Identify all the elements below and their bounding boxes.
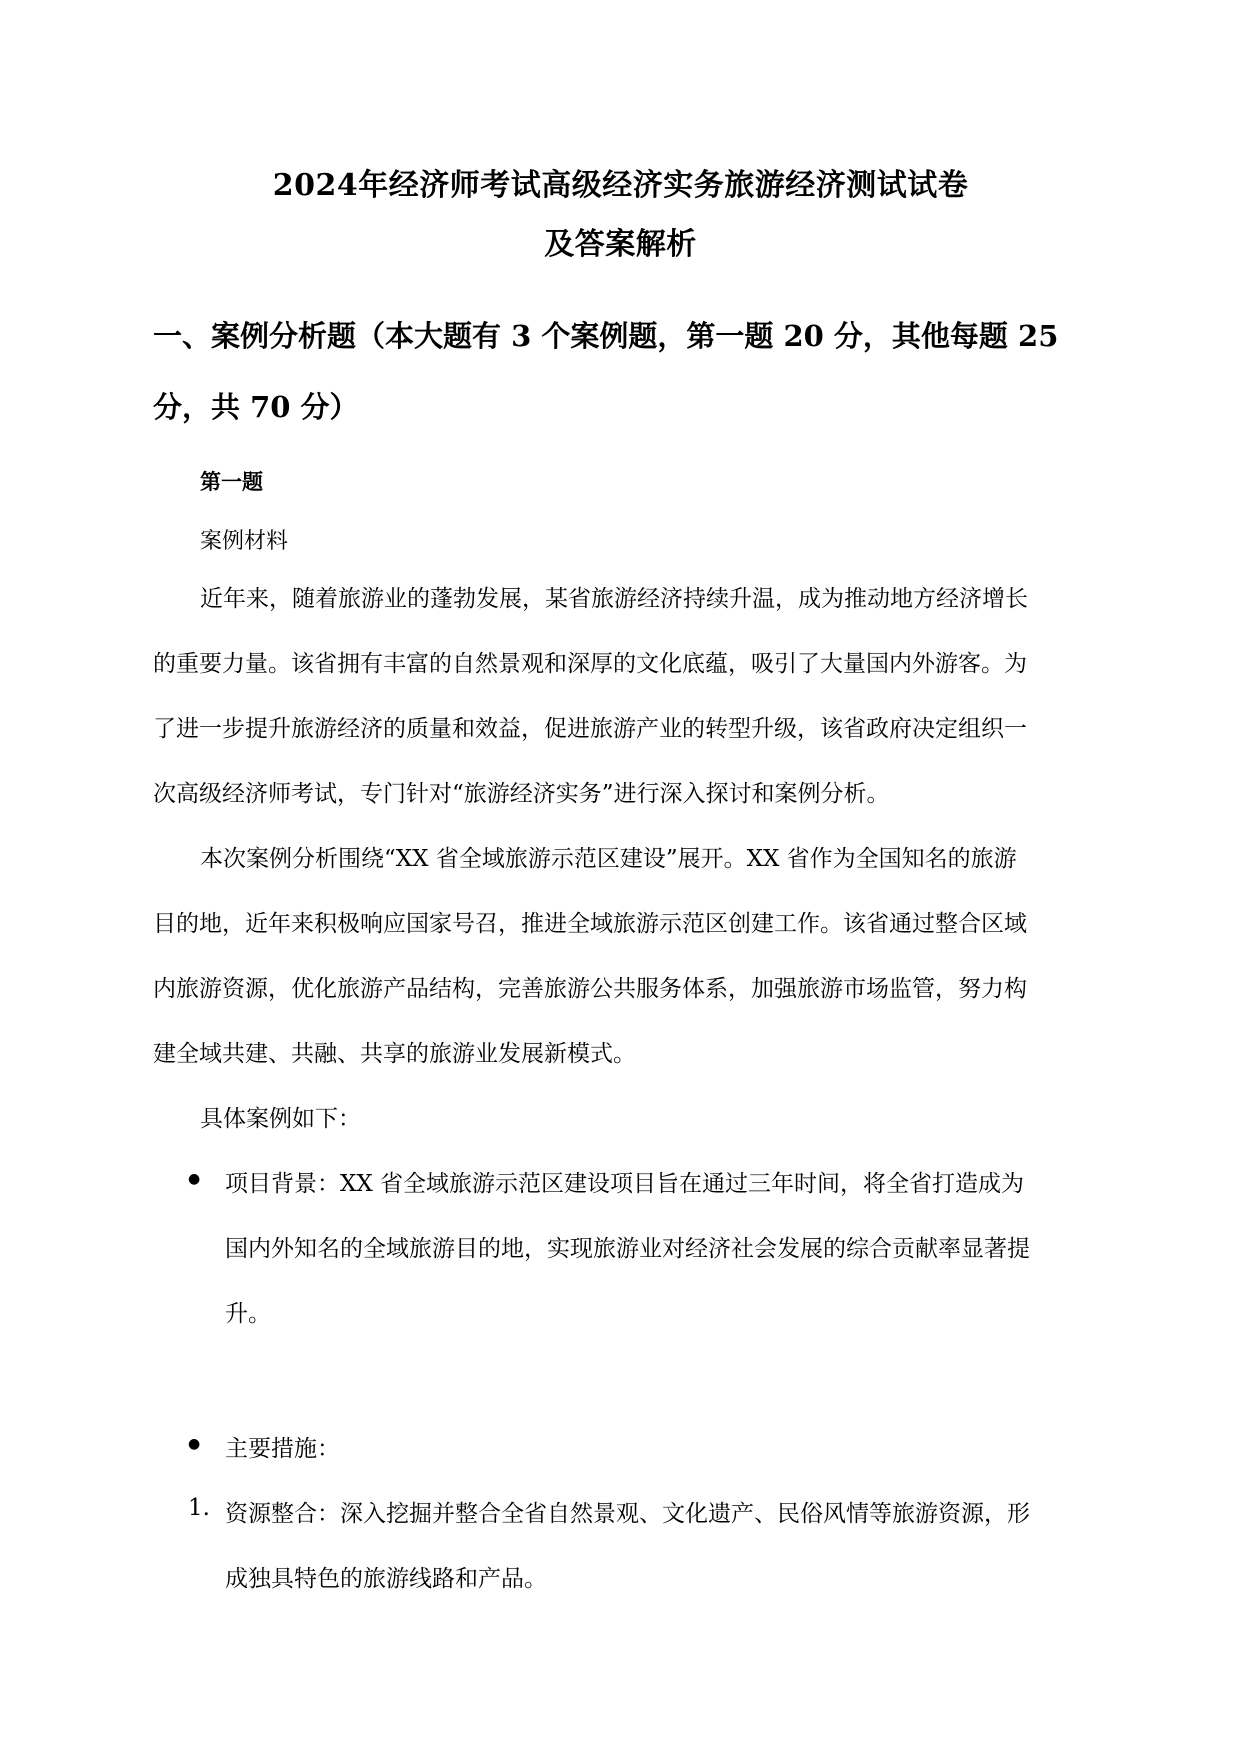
paragraph-2-line-4: 建全域共建、共融、共享的旅游业发展新模式。 [153,1041,636,1067]
bullet-2-text: 主要措施： [225,1436,340,1462]
document-title-line2: 及答案解析 [544,227,697,262]
paragraph-1-line-4: 次高级经济师考试，专门针对“旅游经济实务”进行深入探讨和案例分析。 [153,781,890,807]
section-heading-line2: 分，共 70 分） [153,390,359,424]
paragraph-2-line-2: 目的地，近年来积极响应国家号召，推进全域旅游示范区创建工作。该省通过整合区域 [153,911,1027,937]
bullet-1-line-3: 升。 [225,1301,271,1327]
bullet-1-line-2: 国内外知名的全域旅游目的地，实现旅游业对经济社会发展的综合贡献率显著提 [225,1236,1030,1262]
material-label: 案例材料 [200,529,289,554]
bullet-1-line-1: 项目背景：XX 省全域旅游示范区建设项目旨在通过三年时间，将全省打造成为 [225,1171,1025,1197]
question-heading: 第一题 [200,469,263,494]
paragraph-1-line-1: 近年来，随着旅游业的蓬勃发展，某省旅游经济持续升温，成为推动地方经济增长 [200,586,1028,612]
paragraph-1-line-3: 了进一步提升旅游经济的质量和效益，促进旅游产业的转型升级，该省政府决定组织一 [153,716,1027,742]
list-item-1-number: 1. [188,1495,210,1521]
section-heading-line1: 一、案例分析题（本大题有 3 个案例题，第一题 20 分，其他每题 25 [153,319,1059,353]
list-item-1-line-2: 成独具特色的旅游线路和产品。 [225,1566,547,1592]
paragraph-3: 具体案例如下： [200,1106,361,1132]
document-title-line1: 2024年经济师考试高级经济实务旅游经济测试试卷 [272,168,969,203]
list-item-1-line-1: 资源整合：深入挖掘并整合全省自然景观、文化遗产、民俗风情等旅游资源，形 [225,1501,1030,1527]
paragraph-2-line-3: 内旅游资源，优化旅游产品结构，完善旅游公共服务体系，加强旅游市场监管，努力构 [153,976,1027,1002]
bullet-marker-2: ● [188,1436,201,1452]
paragraph-1-line-2: 的重要力量。该省拥有丰富的自然景观和深厚的文化底蕴，吸引了大量国内外游客。为 [153,651,1027,677]
paragraph-2-line-1: 本次案例分析围绕“XX 省全域旅游示范区建设”展开。XX 省作为全国知名的旅游 [200,846,1017,872]
bullet-marker-1: ● [188,1171,201,1187]
